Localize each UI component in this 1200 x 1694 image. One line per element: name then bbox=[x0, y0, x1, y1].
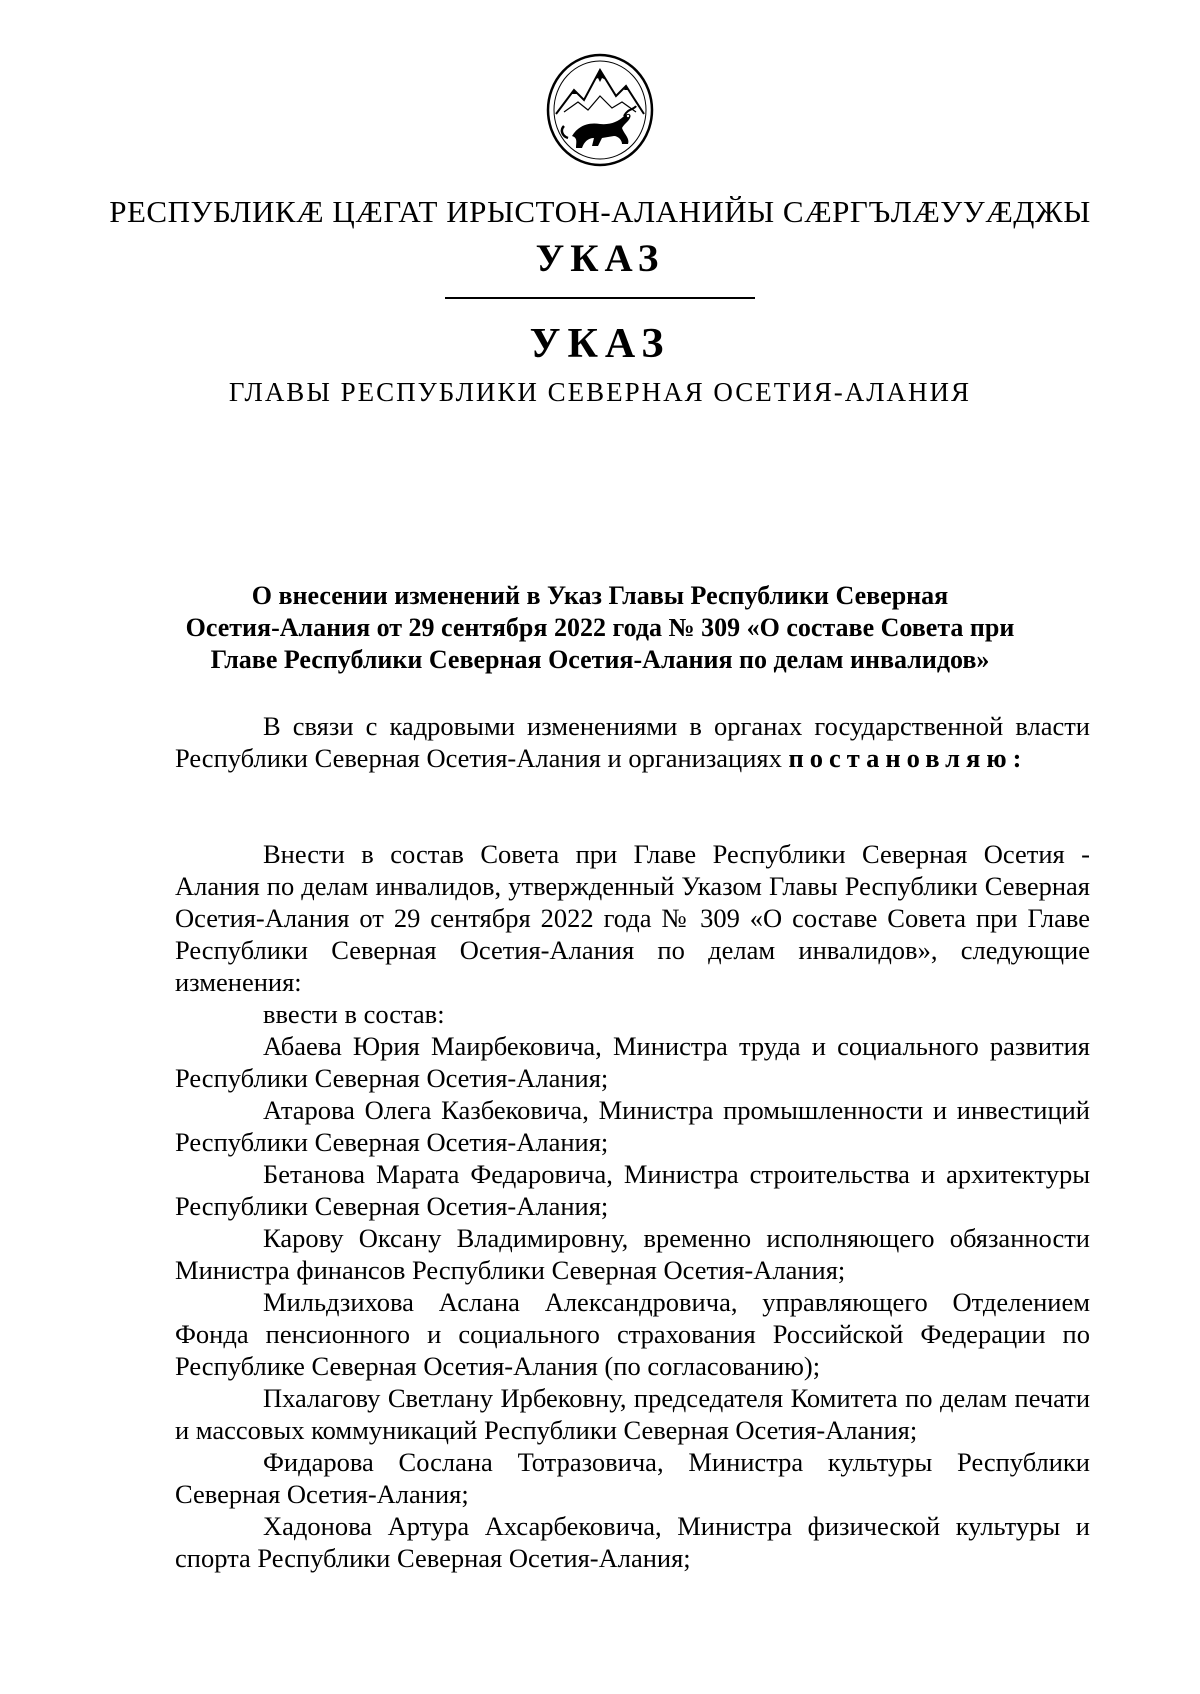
member-item: Бетанова Марата Федаровича, Министра строительства и архитектуры Республики Северная Осетия-Алания; bbox=[175, 1159, 1090, 1221]
coat-of-arms-emblem bbox=[544, 52, 656, 170]
preamble-paragraph bbox=[175, 710, 1090, 774]
title-line-3: Главе Республики Северная Осетия-Алания по делам инвалидов» bbox=[210, 645, 990, 674]
header-divider bbox=[445, 297, 755, 299]
member-item: Мильдзихова Аслана Александровича, управляющего Отделением Фонда пенсионного и социального страхования Российской Федерации по Республике Северная Осетия-Алания (по согласованию); bbox=[175, 1287, 1090, 1381]
main-paragraph: Внести в состав Совета при Главе Республики Северная Осетия - Алания по делам инвалидов, утвержденный Указом Главы Республики Северная Осетия-Алания от 29 сентября 2022 года № 309 «О составе Совета при Главе Республики Северная Осетия-Алания по делам инвалидов», следующие изменения: bbox=[175, 839, 1090, 997]
header-russian-title: ГЛАВЫ РЕСПУБЛИКИ СЕВЕРНАЯ ОСЕТИЯ-АЛАНИЯ bbox=[228, 377, 972, 407]
main-body bbox=[175, 838, 1090, 1574]
member-item: Пхалагову Светлану Ирбековну, председателя Комитета по делам печати и массовых коммуникаций Республики Северная Осетия-Алания; bbox=[175, 1383, 1090, 1445]
title-line-2: Осетия-Алания от 29 сентября 2022 года № 309 «О составе Совета при bbox=[185, 613, 1015, 642]
member-item: Атарова Олега Казбековича, Министра промышленности и инвестиций Республики Северная Осетия-Алания; bbox=[175, 1095, 1090, 1157]
header-ossetian-decree: УКАЗ bbox=[535, 237, 665, 280]
member-item: Хадонова Артура Ахсарбековича, Министра физической культуры и спорта Республики Северная Осетия-Алания; bbox=[175, 1511, 1090, 1573]
member-item: Фидарова Сослана Тотразовича, Министра культуры Республики Северная Осетия-Алания; bbox=[175, 1447, 1090, 1509]
member-item: Карову Оксану Владимировну, временно исполняющего обязанности Министра финансов Республики Северная Осетия-Алания; bbox=[175, 1223, 1090, 1285]
resolve-word: постановляю: bbox=[788, 743, 1028, 773]
introduce-line: ввести в состав: bbox=[263, 999, 445, 1029]
title-line-1: О внесении изменений в Указ Главы Республики Северная bbox=[251, 581, 949, 610]
member-item: Абаева Юрия Маирбековича, Министра труда и социального развития Республики Северная Осетия-Алания; bbox=[175, 1031, 1090, 1093]
header-russian-decree: УКАЗ bbox=[529, 321, 671, 367]
document-title bbox=[170, 580, 1030, 676]
preamble-text: В связи с кадровыми изменениями в органах государственной власти Республики Северная Осетия-Алания и организациях bbox=[175, 711, 1090, 773]
preamble bbox=[175, 710, 1090, 774]
header-ossetian-title: РЕСПУБЛИКÆ ЦÆГАТ ИРЫСТОН-АЛАНИЙЫ СÆРГЪЛÆУУÆДЖЫ bbox=[109, 194, 1091, 229]
